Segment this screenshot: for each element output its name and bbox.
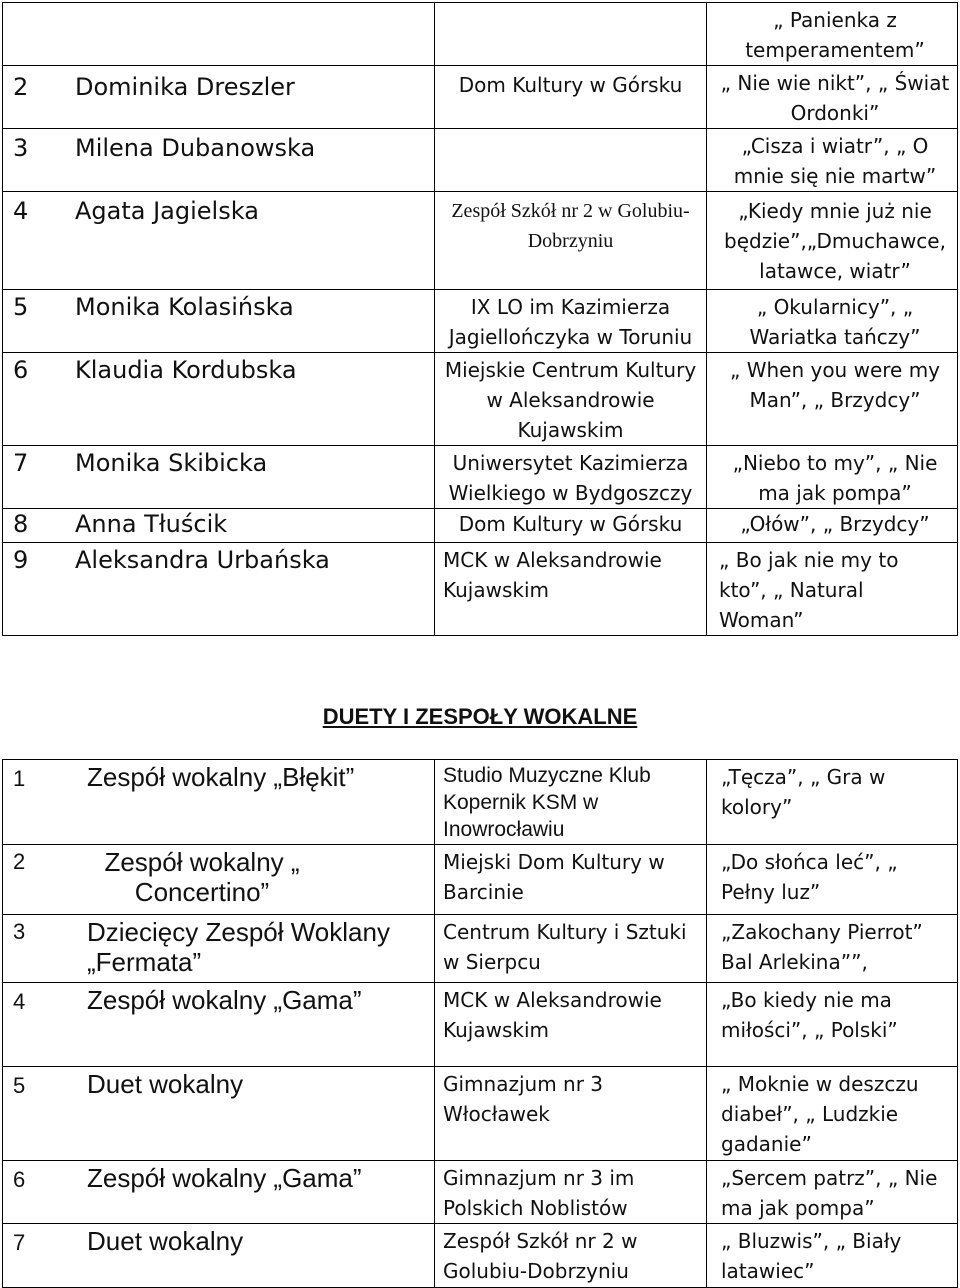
table-row — [3, 1067, 958, 1161]
row-number: 3 — [13, 919, 26, 944]
song-titles: „ Bluzwis”, „ Biały latawiec” — [707, 1224, 958, 1288]
groups-table — [2, 759, 958, 1288]
table-row — [3, 290, 958, 353]
participant-name: Dominika Dreszler — [75, 73, 295, 101]
row-number: 5 — [13, 1073, 26, 1098]
row-number: 8 — [13, 510, 29, 538]
participant-name: Klaudia Kordubska — [75, 356, 297, 384]
group-name: Duet wokalny — [87, 1226, 244, 1256]
row-number: 9 — [13, 546, 29, 574]
institution: Miejskie Centrum Kultury w Aleksandrowie Kujawskim — [435, 353, 707, 446]
row-number: 1 — [13, 766, 26, 791]
row-number: 2 — [13, 73, 29, 101]
row-number: 4 — [13, 197, 29, 225]
participant-name: Monika Skibicka — [75, 449, 268, 477]
table-row — [3, 3, 958, 66]
participant-name: Milena Dubanowska — [75, 134, 316, 162]
group-name: Zespół wokalny „Gama” — [87, 985, 362, 1015]
table-row — [3, 353, 958, 446]
institution: Zespół Szkół nr 2 w Golubiu-Dobrzyniu — [435, 192, 707, 290]
table-row — [3, 983, 958, 1067]
institution: Miejski Dom Kultury w Barcinie — [435, 845, 707, 915]
section-heading: DUETY I ZESPOŁY WOKALNE — [322, 704, 638, 729]
table-row — [3, 1161, 958, 1224]
table-row — [3, 446, 958, 509]
row-number: 5 — [13, 293, 29, 321]
table-row — [3, 760, 958, 845]
row-number: 6 — [13, 356, 29, 384]
group-name: Zespół wokalny „Gama” — [87, 1163, 362, 1193]
table-row — [3, 543, 958, 636]
song-titles: „Do słońca leć”, „ Pełny luz” — [707, 845, 958, 915]
group-name: Zespół wokalny „Błękit” — [87, 762, 355, 792]
row-number: 3 — [13, 134, 29, 162]
institution: Studio Muzyczne Klub Kopernik KSM w Inowrocławiu — [435, 760, 707, 845]
group-name: Zespół wokalny „ Concertino” — [104, 847, 300, 907]
institution: Gimnazjum nr 3 Włocławek — [435, 1067, 707, 1161]
institution: Gimnazjum nr 3 im Polskich Noblistów — [435, 1161, 707, 1224]
song-titles: „Zakochany Pierrot” Bal Arlekina””, — [707, 915, 958, 983]
song-titles: „ When you were my Man”, „ Brzydcy” — [729, 358, 941, 412]
participant-name: Monika Kolasińska — [75, 293, 294, 321]
table-row — [3, 192, 958, 290]
institution: MCK w Aleksandrowie Kujawskim — [435, 543, 707, 636]
institution: Centrum Kultury i Sztuki w Sierpcu — [435, 915, 707, 983]
group-name: Duet wokalny — [87, 1069, 244, 1099]
group-name: Dziecięcy Zespół Woklany „Fermata” — [87, 917, 390, 977]
song-titles: „ Nie wie nikt”, „ Świat Ordonki” — [720, 71, 950, 125]
institution: MCK w Aleksandrowie Kujawskim — [435, 983, 707, 1067]
row-number: 4 — [13, 989, 26, 1014]
institution: Dom Kultury w Górsku — [435, 509, 707, 543]
institution — [435, 129, 707, 192]
participant-name: Aleksandra Urbańska — [75, 546, 330, 574]
institution: IX LO im Kazimierza Jagiellończyka w Toruniu — [435, 290, 707, 353]
song-titles: „Bo kiedy nie ma miłości”, „ Polski” — [707, 983, 958, 1067]
table-row — [3, 845, 958, 915]
participant-name: Anna Tłuścik — [75, 510, 228, 538]
table-row — [3, 129, 958, 192]
table-row — [3, 509, 958, 543]
song-titles: „Niebo to my”, „ Nie ma jak pompa” — [732, 451, 938, 505]
row-number: 6 — [13, 1167, 26, 1192]
song-titles: „ Panienka z temperamentem” — [745, 8, 925, 62]
song-titles: „ Moknie w deszczu diabeł”, „ Ludzkie gadanie” — [707, 1067, 958, 1161]
institution: Uniwersytet Kazimierza Wielkiego w Bydgoszczy — [435, 446, 707, 509]
table-row — [3, 915, 958, 983]
soloists-table — [2, 2, 958, 636]
participant-name: Agata Jagielska — [75, 197, 259, 225]
table-row — [3, 66, 958, 129]
table-row — [3, 1224, 958, 1288]
institution: Dom Kultury w Górsku — [435, 66, 707, 129]
song-titles: „Kiedy mnie już nie będzie”,„Dmuchawce, latawce, wiatr” — [724, 199, 946, 283]
row-number: 7 — [13, 449, 29, 477]
song-titles: „Cisza i wiatr”, „ O mnie się nie martw” — [733, 134, 937, 188]
song-titles: „Ołów”, „ Brzydcy” — [740, 512, 930, 536]
song-titles: „Sercem patrz”, „ Nie ma jak pompa” — [707, 1161, 958, 1224]
row-number: 2 — [13, 849, 26, 874]
song-titles: „ Okularnicy”, „ Wariatka tańczy” — [749, 295, 921, 349]
song-titles: „ Bo jak nie my to kto”, „ Natural Woman” — [719, 548, 899, 632]
song-titles: „Tęcza”, „ Gra w kolory” — [707, 760, 958, 845]
institution: Zespół Szkół nr 2 w Golubiu-Dobrzyniu — [435, 1224, 707, 1288]
row-number: 7 — [13, 1230, 26, 1255]
institution — [435, 3, 707, 66]
